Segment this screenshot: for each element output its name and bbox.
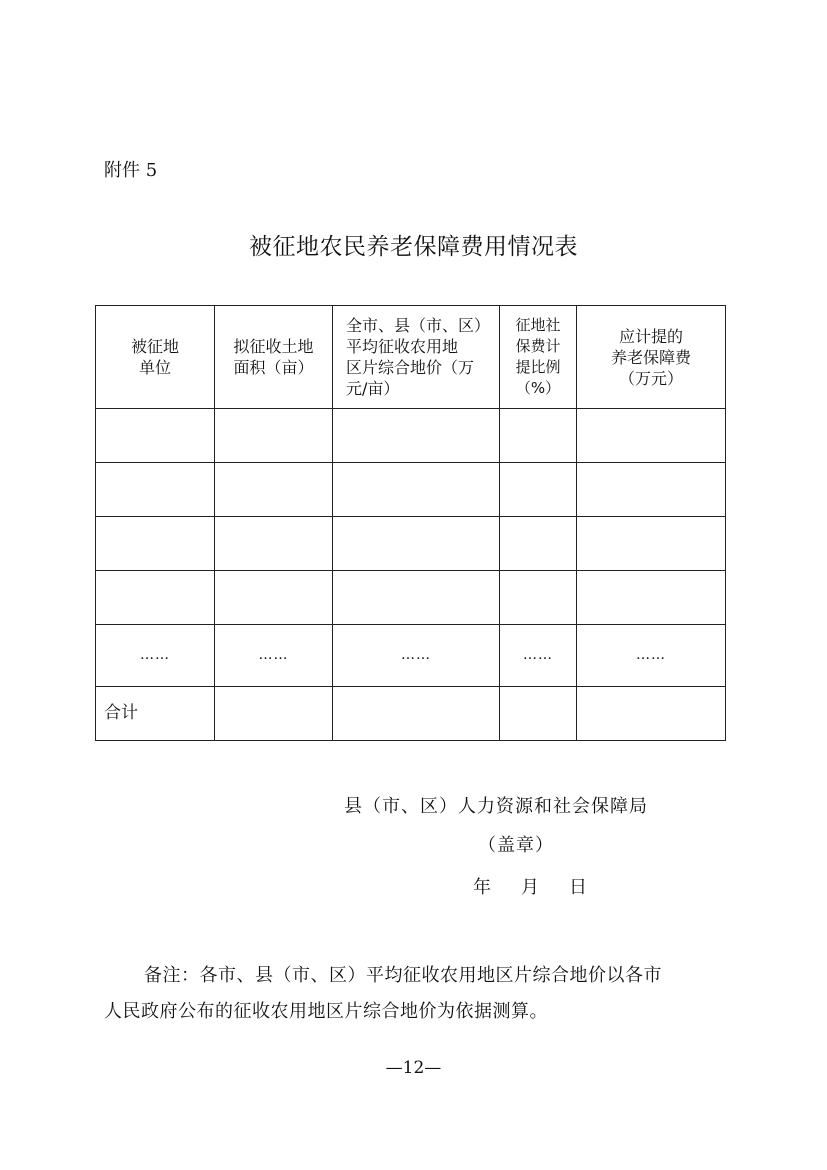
- date-year: 年: [473, 877, 491, 898]
- header-label: 被征地 单位: [130, 337, 179, 377]
- table-cell[interactable]: [215, 517, 333, 571]
- seal-placeholder: （盖章）: [478, 835, 554, 856]
- header-label: 拟征收土地 面积（亩）: [233, 337, 314, 377]
- ellipsis-cell: ……: [215, 625, 333, 687]
- pension-fee-table: [95, 305, 726, 741]
- date-line: [473, 877, 587, 899]
- date-day: 日: [569, 877, 587, 898]
- page-number: —12—: [385, 1058, 442, 1078]
- date-month: 月: [521, 877, 539, 898]
- table-cell[interactable]: [500, 463, 577, 517]
- table-cell[interactable]: [577, 571, 726, 625]
- table-cell[interactable]: [96, 571, 215, 625]
- table-cell[interactable]: [333, 687, 500, 741]
- header-cell-fee: [577, 306, 726, 409]
- table-row: [96, 409, 726, 463]
- table-header-row: [96, 306, 726, 409]
- table-cell[interactable]: [333, 409, 500, 463]
- header-label: 全市、县（市、区） 平均征收农用地 区片综合地价（万 元/亩）: [345, 316, 490, 398]
- table-cell[interactable]: [215, 687, 333, 741]
- table-cell[interactable]: [215, 409, 333, 463]
- remark-line-1: 备注：各市、县（市、区）平均征收农用地区片综合地价以各市: [144, 965, 662, 986]
- total-row: [96, 687, 726, 741]
- header-cell-ratio: [500, 306, 577, 409]
- table-cell[interactable]: [333, 517, 500, 571]
- attachment-label: 附件 5: [104, 160, 158, 181]
- table-cell[interactable]: [500, 517, 577, 571]
- table-row: [96, 571, 726, 625]
- ellipsis-cell: ……: [333, 625, 500, 687]
- ellipsis-row: [96, 625, 726, 687]
- header-cell-area: [215, 306, 333, 409]
- total-label: 合计: [96, 687, 215, 741]
- remark-note: [104, 958, 724, 1030]
- table-row: [96, 463, 726, 517]
- table-cell[interactable]: [577, 687, 726, 741]
- table-cell[interactable]: [577, 409, 726, 463]
- ellipsis-cell: ……: [96, 625, 215, 687]
- table-cell[interactable]: [500, 571, 577, 625]
- issuing-authority: 县（市、区）人力资源和社会保障局: [344, 796, 648, 817]
- page-title: 被征地农民养老保障费用情况表: [249, 234, 578, 260]
- table-cell[interactable]: [577, 517, 726, 571]
- table-cell[interactable]: [333, 571, 500, 625]
- table-cell[interactable]: [577, 463, 726, 517]
- table-cell[interactable]: [500, 687, 577, 741]
- remark-line-2: 人民政府公布的征收农用地区片综合地价为依据测算。: [104, 1001, 548, 1022]
- table-cell[interactable]: [215, 571, 333, 625]
- header-label: 应计提的 养老保障费 （万元）: [610, 326, 691, 388]
- table-cell[interactable]: [215, 463, 333, 517]
- table-cell[interactable]: [333, 463, 500, 517]
- table-row: [96, 517, 726, 571]
- table-cell[interactable]: [96, 463, 215, 517]
- header-cell-land-price: [333, 306, 500, 409]
- table-cell[interactable]: [500, 409, 577, 463]
- header-cell-unit: [96, 306, 215, 409]
- table-cell[interactable]: [96, 409, 215, 463]
- ellipsis-cell: ……: [500, 625, 577, 687]
- header-label: 征地社 保费计 提比例 （%）: [515, 316, 561, 397]
- ellipsis-cell: ……: [577, 625, 726, 687]
- table-cell[interactable]: [96, 517, 215, 571]
